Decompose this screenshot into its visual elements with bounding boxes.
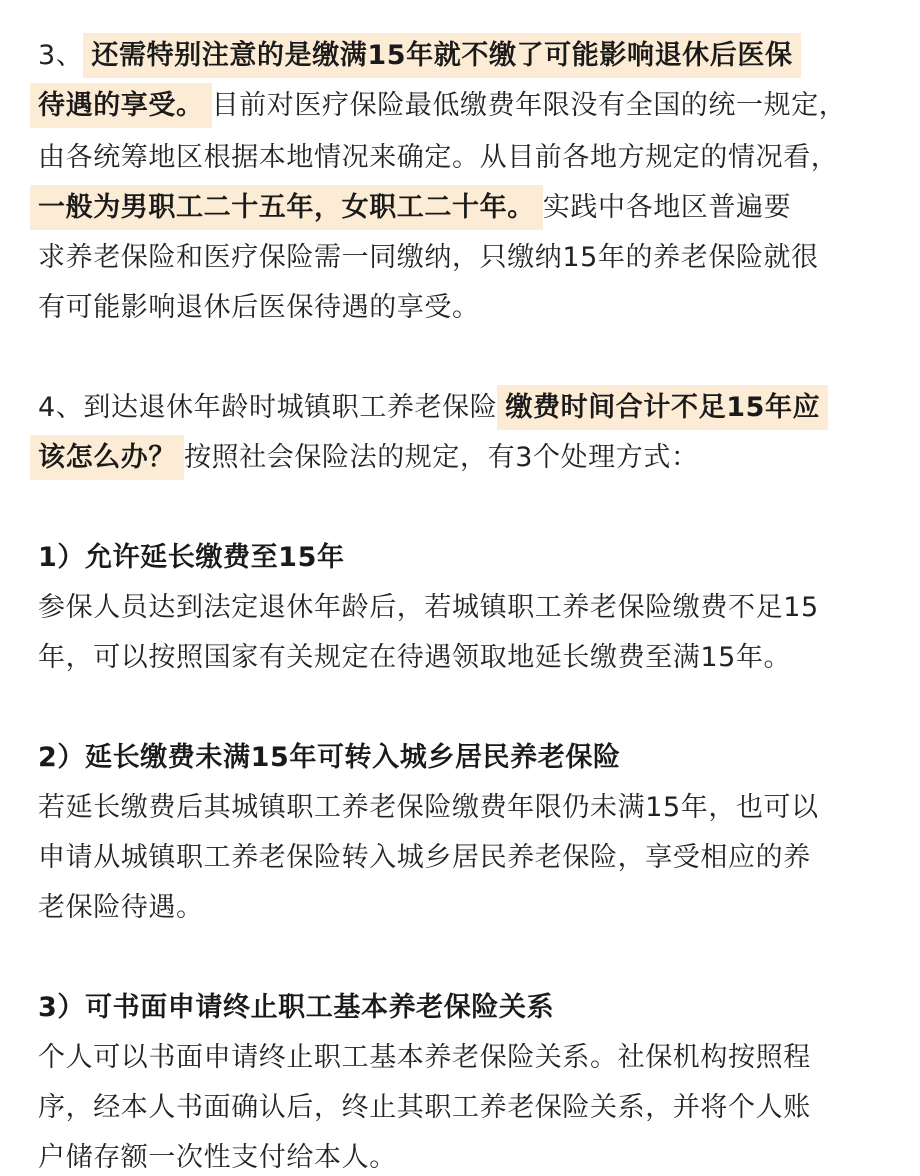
option1-line2: 年，可以按照国家有关规定在待遇领取地延长缴费至满15年。 [38,642,792,673]
option3-line3: 户储存额一次性支付给本人。 [38,1142,397,1173]
section4-line2-text: 按照社会保险法的规定，有3个处理方式： [184,442,699,473]
option3-line1: 个人可以书面申请终止职工基本养老保险关系。社保机构按照程 [38,1042,811,1073]
option2-line2: 申请从城镇职工养老保险转入城乡居民养老保险，享受相应的养 [38,842,811,873]
option3-heading: 3）可书面申请终止职工基本养老保险关系 [38,992,555,1023]
section4-highlight-1: 缴费时间合计不足15年应 [497,385,828,430]
section3-highlight-1: 还需特别注意的是缴满15年就不缴了可能影响退休后医保 [83,33,800,78]
option3-line2: 序，经本人书面确认后，终止其职工养老保险关系，并将个人账 [38,1092,811,1123]
section3-highlight-2: 待遇的享受。 [30,83,212,128]
section3-line2-text: 目前对医疗保险最低缴费年限没有全国的统一规定， [211,90,847,121]
section4-line1 [38,390,828,426]
section3-line2 [38,88,846,124]
option2-heading: 2）延长缴费未满15年可转入城乡居民养老保险 [38,742,621,773]
section3-line6: 有可能影响退休后医保待遇的享受。 [38,292,480,323]
section3-line5: 求养老保险和医疗保险需一同缴纳，只缴纳15年的养老保险就很 [38,242,819,273]
section4-highlight-2: 该怎么办？ [30,435,184,480]
option1-heading: 1）允许延长缴费至15年 [38,542,345,573]
option1-line1: 参保人员达到法定退休年龄后，若城镇职工养老保险缴费不足15 [38,592,819,623]
section3-line4 [38,190,791,226]
option2-line1: 若延长缴费后其城镇职工养老保险缴费年限仍未满15年，也可以 [38,792,819,823]
section4-line1-text: 4、到达退休年龄时城镇职工养老保险 [38,392,498,423]
section3-number: 3、 [38,40,84,71]
section4-line2 [38,440,699,476]
section3-line1 [38,38,801,74]
option2-line3: 老保险待遇。 [38,892,204,923]
section3-highlight-3: 一般为男职工二十五年，女职工二十年。 [30,185,543,230]
section3-line3: 由各统筹地区根据本地情况来确定。从目前各地方规定的情况看， [38,142,839,173]
section3-line4-text: 实践中各地区普遍要 [542,192,792,223]
